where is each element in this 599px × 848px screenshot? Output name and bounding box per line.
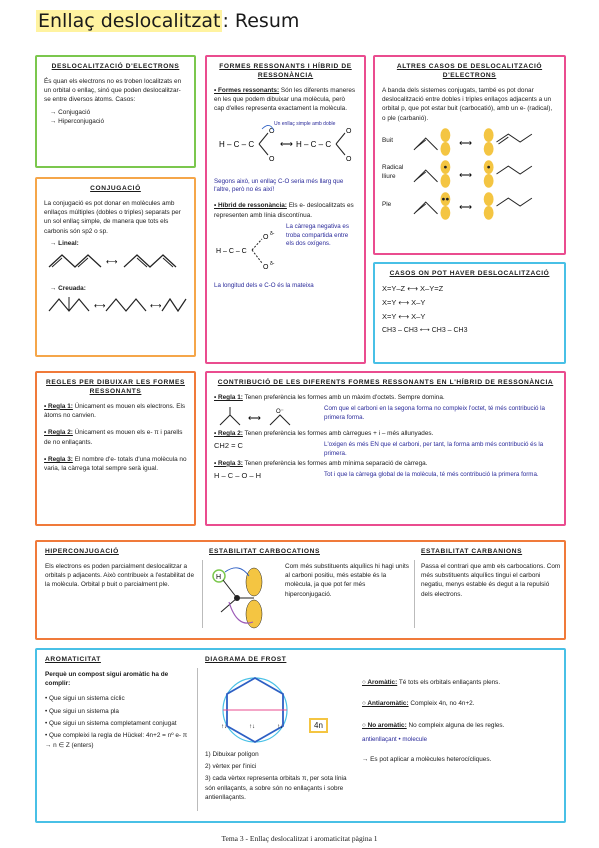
casos-row-1: X=Y–Z ⟷ X–Y=Z bbox=[382, 283, 444, 293]
aromaticitat-box bbox=[35, 648, 566, 823]
contribucio-regla-2: • Regla 2: Tenen preferència les formes amb càrregues + i – més allunyades. bbox=[214, 430, 434, 438]
svg-text:↑↓: ↑↓ bbox=[277, 723, 283, 730]
title-rest: : Resum bbox=[222, 10, 300, 32]
contribucio-heading: CONTRIBUCIÓ DE LES DIFERENTS FORMES RESSONANTS EN L'HÍBRID DE RESSONÀNCIA bbox=[217, 379, 554, 386]
formes-ressonants-text: Són les diferents maneres en les que podem dibuixar una molècula, però cap d'elles representa exactament la molècula. bbox=[214, 86, 356, 113]
formes-bottom-note: La longitud dels e C-O és la mateixa bbox=[214, 281, 314, 289]
altres-text: A banda dels sistemes conjugats, també es pot donar deslocalització entre dobles i triples enllaços adjacents a un orbital p, que pot estar buit (carbocatió), amb un e- (radical), o ple (carbanió). bbox=[382, 86, 553, 122]
hiperconjugacio-divider-2 bbox=[414, 560, 415, 628]
contribucio-regla-3: • Regla 3: Tenen preferència les formes amb mínima separació de càrrega. bbox=[214, 459, 428, 467]
svg-text:O: O bbox=[269, 127, 275, 135]
hibrid-label: • Híbrid de ressonància: bbox=[214, 202, 287, 210]
conjugacio-creuada-label: → Creuada: bbox=[50, 284, 86, 292]
altres-row-buit: Buit ⟷ bbox=[382, 126, 557, 158]
hiperconjugacio-divider-1 bbox=[202, 560, 203, 628]
svg-text:H – C – C: H – C – C bbox=[296, 139, 332, 149]
frost-step-3: 3) cada vèrtex representa orbitals π, per sota línia són enllaçants, a sobre són no enllaçants i sobre antienllaçants. bbox=[205, 775, 347, 802]
acetate-resonance-drawing bbox=[214, 117, 359, 167]
radical-orbital-icon bbox=[410, 158, 557, 190]
formes-ressonants-label: • Formes ressonants: bbox=[214, 86, 280, 94]
aromaticitat-condition-3: • Que sigui un sistema completament conjugat bbox=[45, 720, 177, 728]
aromatic-type-3: ○ No aromàtic: No compleix alguna de les regles. bbox=[362, 721, 505, 729]
casos-row-4: CH3 – CH3 ⟷ CH3 – CH3 bbox=[382, 326, 468, 334]
svg-text:δ-: δ- bbox=[270, 260, 275, 267]
deslocalitzacio-item-1: → Conjugació bbox=[50, 108, 91, 116]
regles-heading: REGLES PER DIBUIXAR LES FORMES RESSONANTS bbox=[46, 379, 185, 395]
formes-annotation: Un enllaç simple amb doble bbox=[274, 120, 336, 127]
page-footer: Tema 3 - Enllaç deslocalitzat i aromaticitat pàgina 1 bbox=[221, 834, 378, 843]
title-highlight: Enllaç deslocalitzat bbox=[38, 10, 221, 32]
regla-3: • Regla 3: El nombre d'e- totals d'una molècula no varia, la càrrega total sempre serà igual. bbox=[44, 455, 187, 473]
regla-2: • Regla 2: Únicament es mouen els e- π i parells de no enllaçants. bbox=[44, 429, 183, 446]
lineal-zigzag bbox=[44, 249, 189, 273]
aromaticitat-condition-1: • Que sigui un sistema cíclic bbox=[45, 695, 125, 703]
conjugacio-text: La conjugació es pot donar en molècules amb enllaços múltiples (dobles o triples) separats per un sol enllaç simple, de manera que tots els carbonis són sp2 o sp. bbox=[44, 199, 181, 235]
hybrid-drawing bbox=[214, 223, 280, 279]
svg-text:⟷: ⟷ bbox=[94, 301, 106, 311]
altres-row-radical: Radical lliure ⟷ bbox=[382, 158, 557, 190]
formes-box bbox=[205, 55, 366, 364]
carbocation-orbital-drawing bbox=[209, 562, 279, 632]
svg-text:⟷: ⟷ bbox=[458, 201, 472, 212]
svg-text:O: O bbox=[346, 155, 352, 163]
contribucio-mol-2: H – C – O – H bbox=[214, 471, 262, 481]
regla-1: • Regla 1: Únicament es mouen els electrons. Els àtoms no canvien. bbox=[44, 402, 186, 420]
aromatic-type-1: ○ Aromàtic: Té tots els orbitals enllaçants plens. bbox=[362, 679, 501, 686]
deslocalitzacio-box bbox=[35, 55, 196, 168]
altres-heading: ALTRES CASOS DE DESLOCALITZACIÓ D'ELECTRONS bbox=[396, 63, 543, 79]
casos-box bbox=[373, 262, 566, 364]
contribucio-note-1: Com que el carboni en la segona forma no compleix l'octet, té més contribució la primera forma. bbox=[324, 405, 545, 421]
deslocalitzacio-item-2: → Hiperconjugació bbox=[50, 118, 104, 126]
conjugacio-lineal-label: → Lineal: bbox=[50, 240, 79, 248]
svg-text:O: O bbox=[263, 233, 269, 241]
frost-step-1: 1) Dibuixar polígon bbox=[205, 750, 259, 758]
aromaticitat-heading: AROMATICITAT bbox=[45, 656, 101, 663]
contribucio-note-2: L'oxigen és més EN que el carboni, per tant, la forma amb més contribució és la primera. bbox=[324, 441, 544, 458]
carbanions-text: Passa el contrari que amb els carbocations. Com més substituents alquílics tingui el carboni negatiu, menys estable és degut a la repulsió dels electrons. bbox=[421, 562, 561, 598]
casos-heading: CASOS ON POT HAVER DESLOCALITZACIÓ bbox=[389, 270, 550, 277]
svg-text:⟷: ⟷ bbox=[458, 169, 472, 180]
svg-text:O⁻: O⁻ bbox=[276, 409, 284, 416]
frost-step-2: 2) vèrtex per l'inici bbox=[205, 763, 257, 771]
svg-text:⟷: ⟷ bbox=[280, 138, 293, 149]
aromatic-type-2: ○ Antiaromàtic: Compleix 4n, no 4n+2. bbox=[362, 700, 475, 708]
conjugacio-box bbox=[35, 177, 196, 357]
estabilitat-heading: ESTABILITAT CARBOCATIONS bbox=[209, 548, 320, 555]
frost-note: antienllaçant • molecule bbox=[362, 735, 428, 743]
hiperconjugacio-box bbox=[35, 540, 566, 640]
frost-diagram bbox=[205, 670, 305, 750]
formes-heading: FORMES RESSONANTS I HÍBRID DE RESSONÀNCIA bbox=[219, 63, 352, 79]
frost-heading: DIAGRAMA DE FROST bbox=[205, 656, 287, 663]
svg-text:O: O bbox=[346, 127, 352, 135]
contribucio-mol-1: CH2 = C bbox=[214, 441, 243, 451]
page-title bbox=[36, 10, 299, 32]
acetate-left: H – C – C bbox=[219, 139, 255, 149]
carbonyl-drawing bbox=[214, 405, 314, 429]
hibrid-text: Els e- deslocalitzats es representen amb línia discontínua. bbox=[214, 202, 354, 219]
carbanions-heading: ESTABILITAT CARBANIONS bbox=[421, 548, 523, 555]
svg-text:⟷: ⟷ bbox=[106, 256, 118, 266]
ple-orbital-icon bbox=[410, 190, 557, 222]
svg-text:H: H bbox=[216, 573, 222, 581]
deslocalitzacio-text: És quan els electrons no es troben localitzats en un orbital o enllaç, sinó que poden deslocalitzar-se entre diversos àtoms. Casos: bbox=[44, 77, 182, 104]
creuada-zigzag bbox=[44, 293, 189, 317]
svg-text:↑↓: ↑↓ bbox=[249, 723, 255, 730]
formes-note-1: Segons això, un enllaç C-O seria més llarg que l'altre, però no és així! bbox=[214, 177, 344, 194]
hibrid-note: La càrrega negativa es troba compartida entre els dos oxígens. bbox=[286, 222, 349, 248]
contribucio-box bbox=[205, 371, 566, 526]
regles-box bbox=[35, 371, 196, 526]
aromaticitat-condition-4: • Que compleixi la regla de Hückel: 4n+2 = nº e- π → n ∈ Z (enters) bbox=[45, 732, 188, 749]
casos-row-3: X=Y ⟷ X–Y bbox=[382, 311, 426, 321]
svg-text:O: O bbox=[263, 263, 269, 271]
casos-row-2: X=Y ⟷ X–Y bbox=[382, 297, 426, 307]
aromaticitat-divider bbox=[197, 668, 198, 811]
contribucio-regla-1: • Regla 1: Tenen preferència les formes amb un màxim d'octets. Sempre domina. bbox=[214, 393, 445, 401]
hiperconjugacio-text: Els electrons es poden parcialment deslocalitzar a orbitals p adjacents. Això contribueix a l'estabilitat de la molècula. Orbital p buit o parcialment ple. bbox=[45, 562, 195, 589]
buit-orbital-icon bbox=[410, 126, 557, 158]
svg-text:↑↓: ↑↓ bbox=[221, 723, 227, 730]
aromaticitat-intro: Perquè un compost sigui aromàtic ha de complir: bbox=[45, 670, 169, 688]
conjugacio-heading: CONJUGACIÓ bbox=[90, 185, 141, 192]
svg-text:⟷: ⟷ bbox=[458, 137, 472, 148]
contribucio-note-3: Tot i que la càrrega global de la molècula, té més contribució la primera forma. bbox=[324, 471, 539, 479]
svg-text:O: O bbox=[269, 155, 275, 163]
frost-label: 4n bbox=[309, 718, 328, 734]
aromaticitat-condition-2: • Que sigui un sistema pla bbox=[45, 707, 119, 715]
deslocalitzacio-heading: DESLOCALITZACIÓ D'ELECTRONS bbox=[51, 63, 180, 70]
svg-text:⟷: ⟷ bbox=[248, 413, 261, 424]
svg-text:H – C – C: H – C – C bbox=[216, 247, 247, 255]
heterocycles-note: → Es pot aplicar a molècules heterocícliques. bbox=[362, 755, 492, 763]
altres-box bbox=[373, 55, 566, 255]
estabilitat-text: Com més substituents alquílics hi hagi units al carboni positiu, més estable és la molècula, ja que pot fer més hiperconjugació. bbox=[285, 562, 409, 598]
hiperconjugacio-heading: HIPERCONJUGACIÓ bbox=[45, 548, 119, 555]
altres-row-ple: Ple ⟷ bbox=[382, 190, 557, 222]
svg-text:δ-: δ- bbox=[270, 230, 275, 237]
svg-text:⟷: ⟷ bbox=[150, 301, 162, 311]
